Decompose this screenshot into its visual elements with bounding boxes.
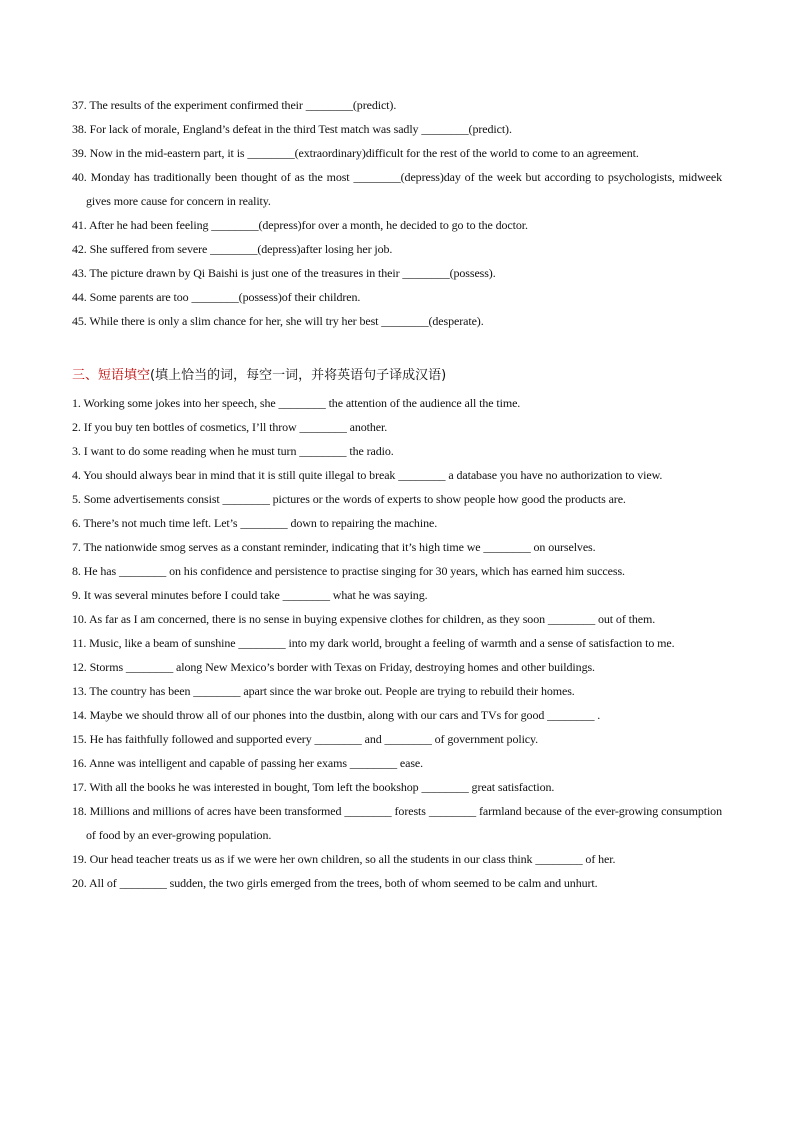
exercise-item-40: 40. Monday has traditionally been thought of as the most ________(depress)day of the week but according to psychologists, midweek gives more cause for concern in reality. bbox=[72, 170, 722, 208]
phrase-item-1: 1. Working some jokes into her speech, she ________ the attention of the audience all the time. bbox=[72, 396, 521, 410]
phrase-item-13: 13. The country has been ________ apart since the war broke out. People are trying to rebuild their homes. bbox=[72, 684, 575, 698]
phrase-item-20: 20. All of ________ sudden, the two girls emerged from the trees, both of whom seemed to be calm and unhurt. bbox=[72, 876, 598, 890]
exercise-item-37: 37. The results of the experiment confirmed their ________(predict). bbox=[72, 98, 397, 112]
phrase-item-7: 7. The nationwide smog serves as a constant reminder, indicating that it’s high time we ________ on ourselves. bbox=[72, 540, 596, 554]
phrase-item-19: 19. Our head teacher treats us as if we were her own children, so all the students in our class think ________ of her. bbox=[72, 852, 616, 866]
phrase-item-10: 10. As far as I am concerned, there is no sense in buying expensive clothes for children, as they soon ________ out of them. bbox=[72, 612, 656, 626]
phrase-item-18: 18. Millions and millions of acres have been transformed ________ forests ________ farmland because of the ever-growing consumption of food by an ever-growing population. bbox=[72, 804, 722, 842]
phrase-item-15: 15. He has faithfully followed and supported every ________ and ________ of government policy. bbox=[72, 732, 539, 746]
exercise-item-43: 43. The picture drawn by Qi Baishi is just one of the treasures in their ________(possess). bbox=[72, 266, 496, 280]
phrase-item-12: 12. Storms ________ along New Mexico’s border with Texas on Friday, destroying homes and other buildings. bbox=[72, 660, 595, 674]
phrase-item-6: 6. There’s not much time left. Let’s ________ down to repairing the machine. bbox=[72, 516, 438, 530]
section-heading bbox=[72, 364, 722, 388]
phrase-item-16: 16. Anne was intelligent and capable of passing her exams ________ ease. bbox=[72, 756, 424, 770]
phrase-item-4: 4. You should always bear in mind that it is still quite illegal to break ________ a database you have no authorization to view. bbox=[72, 468, 663, 482]
section-number: 三、 bbox=[72, 368, 99, 383]
exercise-item-39: 39. Now in the mid-eastern part, it is ________(extraordinary)difficult for the rest of the world to come to an agreement. bbox=[72, 146, 639, 160]
phrase-item-11: 11. Music, like a beam of sunshine ________ into my dark world, brought a feeling of warmth and a sense of satisfaction to me. bbox=[72, 636, 675, 650]
exercise-item-38: 38. For lack of morale, England’s defeat in the third Test match was sadly ________(predict). bbox=[72, 122, 512, 136]
phrase-item-17: 17. With all the books he was interested in bought, Tom left the bookshop ________ great satisfaction. bbox=[72, 780, 555, 794]
part-three-list bbox=[72, 391, 722, 895]
phrase-item-8: 8. He has ________ on his confidence and persistence to practise singing for 30 years, which has earned him success. bbox=[72, 564, 625, 578]
phrase-item-3: 3. I want to do some reading when he must turn ________ the radio. bbox=[72, 444, 394, 458]
phrase-item-9: 9. It was several minutes before I could take ________ what he was saying. bbox=[72, 588, 428, 602]
exercise-item-45: 45. While there is only a slim chance for her, she will try her best ________(desperate). bbox=[72, 314, 484, 328]
section-title: 短语填空 bbox=[98, 368, 151, 383]
exercise-item-44: 44. Some parents are too ________(possess)of their children. bbox=[72, 290, 361, 304]
exercise-item-41: 41. After he had been feeling ________(depress)for over a month, he decided to go to the doctor. bbox=[72, 218, 528, 232]
phrase-item-14: 14. Maybe we should throw all of our phones into the dustbin, along with our cars and TVs for good ________ . bbox=[72, 708, 601, 722]
exercise-item-42: 42. She suffered from severe ________(depress)after losing her job. bbox=[72, 242, 393, 256]
part-two-list bbox=[72, 93, 722, 333]
phrase-item-5: 5. Some advertisements consist ________ pictures or the words of experts to show people how good the products are. bbox=[72, 492, 626, 506]
phrase-item-2: 2. If you buy ten bottles of cosmetics, I’ll throw ________ another. bbox=[72, 420, 388, 434]
section-instructions: (填上恰当的词，每空一词，并将英语句子译成汉语) bbox=[150, 368, 447, 383]
